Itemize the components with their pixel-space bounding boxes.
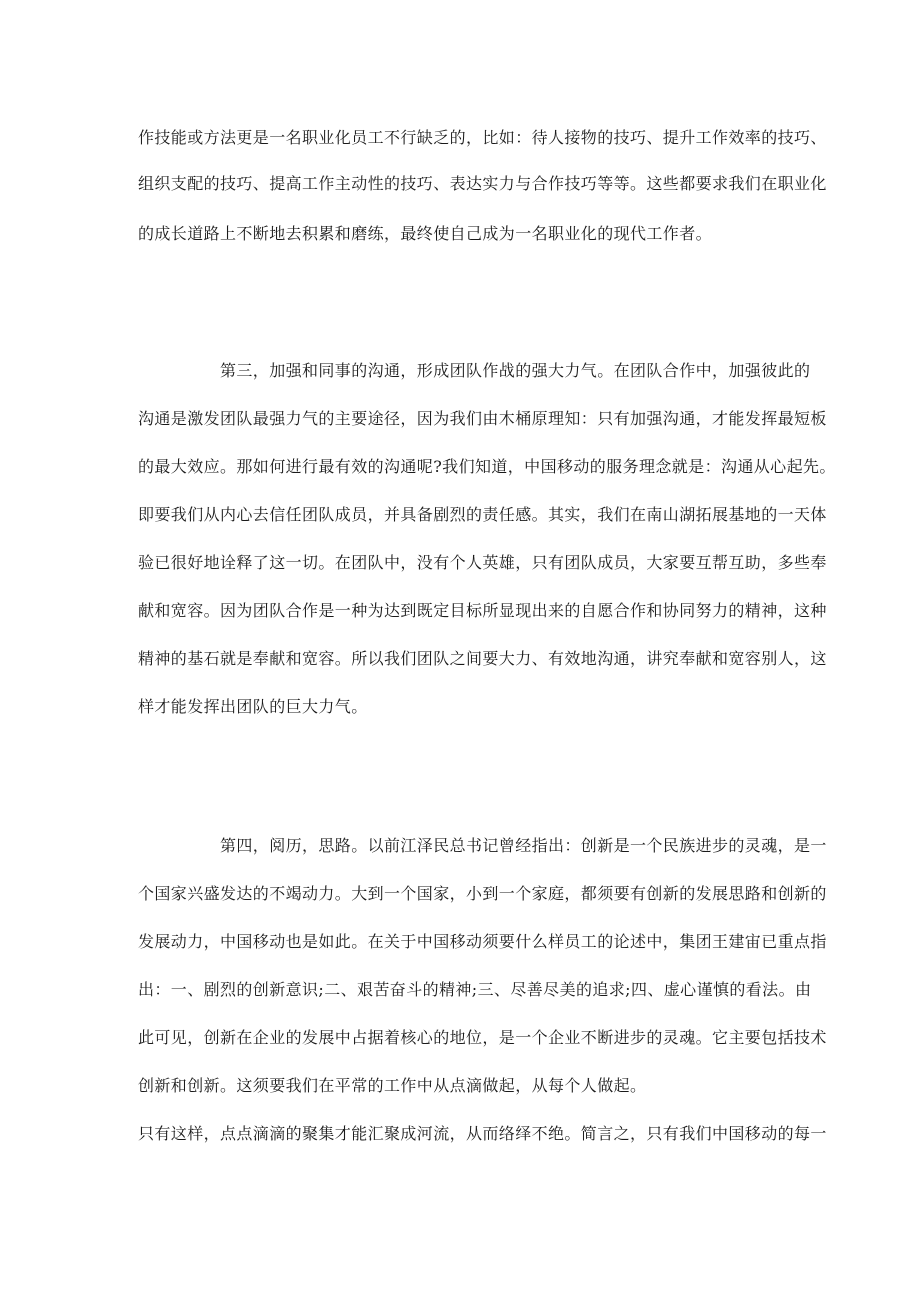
text-line: 作技能或方法更是一名职业化员工不行缺乏的，比如：待人接物的技巧、提升工作效率的技巧、 [138,128,827,147]
text-line: 发展动力，中国移动也是如此。在关于中国移动须要什么样员工的论述中，集团王建宙已重点指 [138,932,827,951]
text-line: 组织支配的技巧、提高工作主动性的技巧、表达实力与合作技巧等等。这些都要求我们在职业化 [138,174,827,193]
text-line: 的最大效应。那如何进行最有效的沟通呢?我们知道，中国移动的服务理念就是：沟通从心起先。 [138,457,836,476]
text-line: 此可见，创新在企业的发展中占据着核心的地位，是一个企业不断进步的灵魂。它主要包括技术 [138,1028,827,1047]
text-line: 只有这样，点点滴滴的聚集才能汇聚成河流，从而络绎不绝。简言之，只有我们中国移动的每一 [138,1124,827,1143]
text-line: 验已很好地诠释了这一切。在团队中，没有个人英雄，只有团队成员，大家要互帮互助，多些奉 [138,553,827,572]
text-line: 即要我们从内心去信任团队成员，并具备剧烈的责任感。其实，我们在南山湖拓展基地的一天体 [138,505,827,524]
text-line: 样才能发挥出团队的巨大力气。 [138,697,368,716]
text-line: 精神的基石就是奉献和宽容。所以我们团队之间要大力、有效地沟通，讲究奉献和宽容别人，这 [138,649,827,668]
text-line: 个国家兴盛发达的不竭动力。大到一个国家，小到一个家庭，都须要有创新的发展思路和创新的 [138,884,827,903]
text-line: 献和宽容。因为团队合作是一种为达到既定目标所显现出来的自愿合作和协同努力的精神，这种 [138,601,827,620]
text-line: 创新和创新。这须要我们在平常的工作中从点滴做起，从每个人做起。 [138,1076,647,1095]
text-line: 第三，加强和同事的沟通，形成团队作战的强大力气。在团队合作中，加强彼此的 [220,361,811,380]
text-line: 第四，阅历，思路。以前江泽民总书记曾经指出：创新是一个民族进步的灵魂，是一 [220,836,827,855]
text-line: 出：一、剧烈的创新意识;二、艰苦奋斗的精神;三、尽善尽美的追求;四、虚心谨慎的看法。由 [138,980,812,999]
text-line: 的成长道路上不断地去积累和磨练，最终使自己成为一名职业化的现代工作者。 [138,224,713,243]
text-line: 沟通是激发团队最强力气的主要途径，因为我们由木桶原理知：只有加强沟通，才能发挥最短板 [138,409,827,428]
